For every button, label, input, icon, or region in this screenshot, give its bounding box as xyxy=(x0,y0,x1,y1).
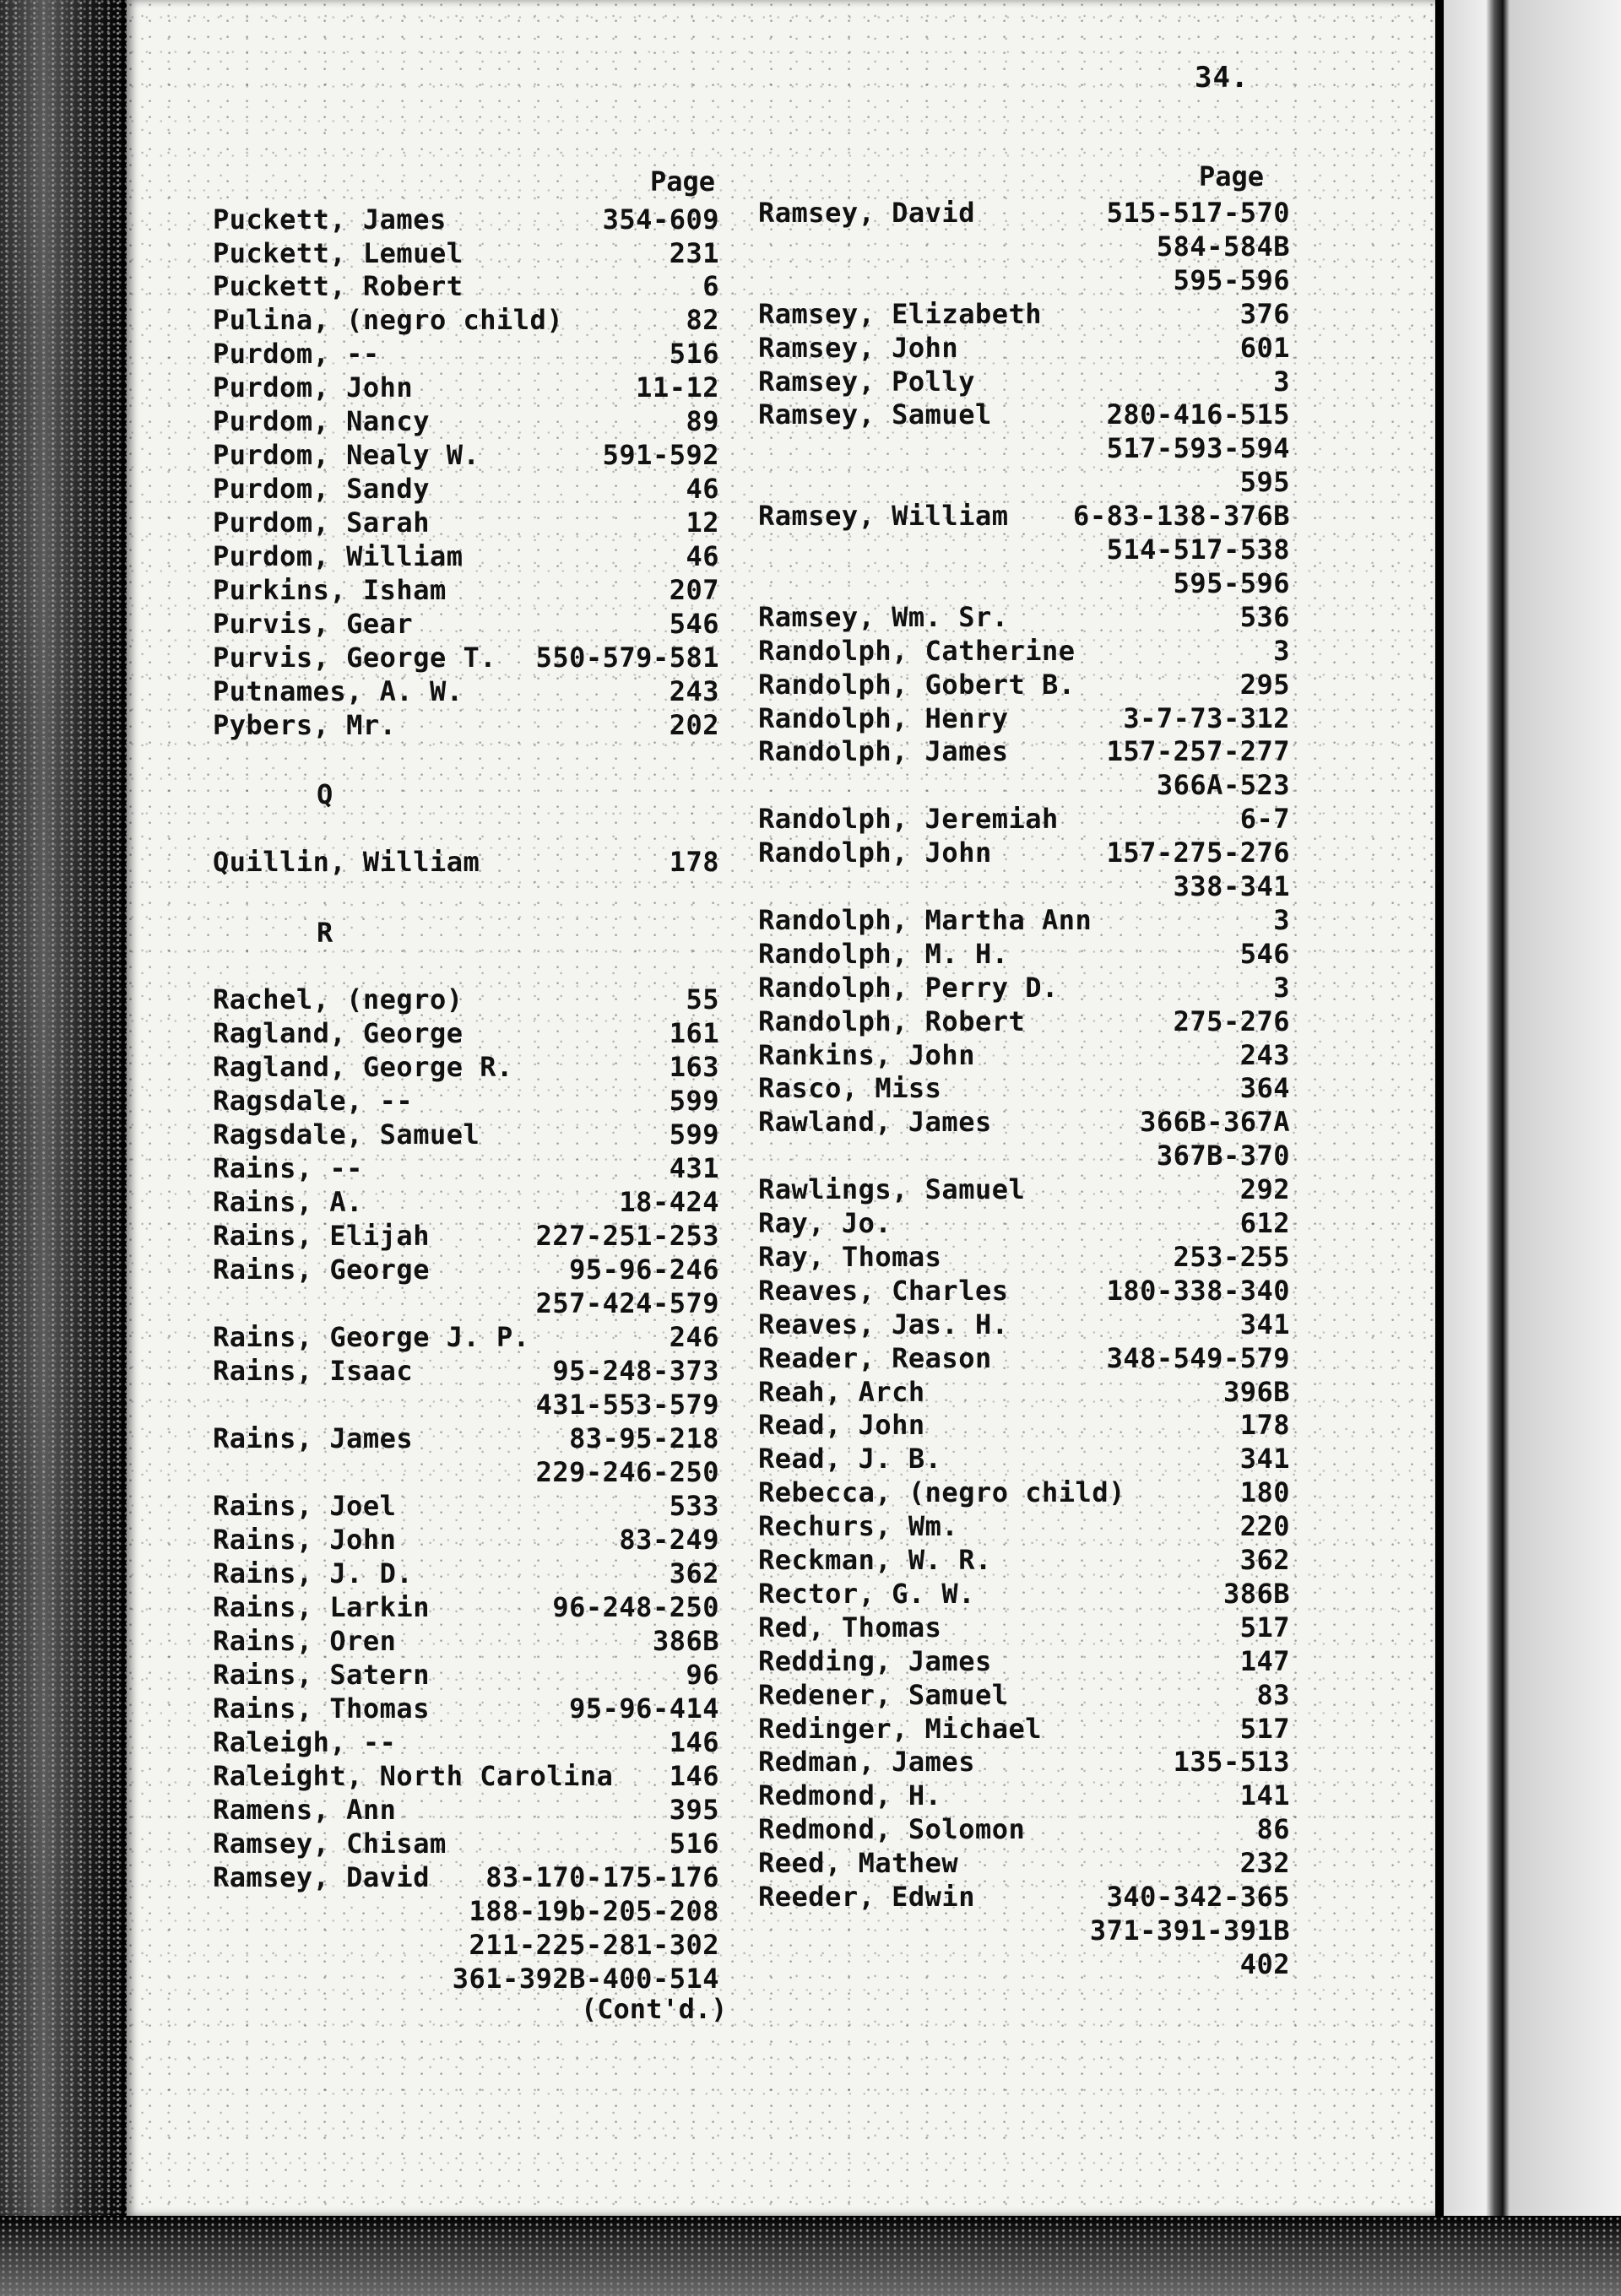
entry-pages: 178 xyxy=(1239,1409,1290,1442)
entry-name: Randolph, Martha Ann xyxy=(758,903,1092,936)
index-entry xyxy=(758,566,1290,600)
entry-name: Ramsey, Chisam xyxy=(213,1828,447,1860)
entry-pages: 229-246-250 xyxy=(535,1456,719,1488)
entry-name: Rains, Joel xyxy=(213,1490,397,1522)
entry-pages: 178 xyxy=(669,846,719,878)
index-entry xyxy=(758,297,1290,331)
entry-name: Reaves, Jas. H. xyxy=(758,1308,1009,1340)
entry-name: Reeder, Edwin xyxy=(758,1881,975,1913)
entry-name: Randolph, Perry D. xyxy=(758,971,1059,1004)
entry-name: Ramsey, David xyxy=(758,197,975,229)
entry-name: Purdom, Nancy xyxy=(213,405,430,437)
index-entry xyxy=(213,404,719,438)
index-entry xyxy=(758,1139,1290,1172)
entry-name: Puckett, Lemuel xyxy=(213,237,464,269)
index-entry xyxy=(758,836,1290,869)
index-entry xyxy=(758,1004,1290,1038)
index-entry xyxy=(758,1274,1290,1308)
entry-name: Ramsey, David xyxy=(213,1861,430,1893)
index-entry xyxy=(758,1779,1290,1812)
entry-name: Purvis, Gear xyxy=(213,608,414,640)
index-entry xyxy=(213,1928,719,1962)
index-entry xyxy=(758,701,1290,735)
index-entry xyxy=(213,1725,719,1759)
index-entry xyxy=(213,1320,719,1354)
entry-name: Ramens, Ann xyxy=(213,1794,397,1826)
entry-pages: 546 xyxy=(1239,937,1290,970)
entry-name: Redener, Samuel xyxy=(758,1678,1009,1711)
entry-name: Reckman, W. R. xyxy=(758,1544,992,1576)
entry-pages: 207 xyxy=(669,574,719,606)
entry-pages: 12 xyxy=(686,506,719,539)
entry-name: Pulina, (negro child) xyxy=(213,304,564,336)
index-entry xyxy=(758,802,1290,836)
index-entry xyxy=(213,1557,719,1590)
entry-name: Redman, James xyxy=(758,1746,975,1779)
entry-pages: 11-12 xyxy=(636,371,719,403)
index-entry xyxy=(758,1476,1290,1509)
index-entry xyxy=(213,1421,719,1455)
entry-name: Ragsdale, -- xyxy=(213,1085,414,1117)
entry-name: Rains, J. D. xyxy=(213,1557,414,1589)
entry-pages: 514-517-538 xyxy=(1106,533,1290,566)
entry-pages: 243 xyxy=(1239,1038,1290,1071)
entry-name: Putnames, A. W. xyxy=(213,675,464,707)
index-entry xyxy=(758,1105,1290,1139)
index-entry xyxy=(213,1962,719,1995)
section-letter-r: R xyxy=(317,917,333,949)
entry-pages: 146 xyxy=(669,1760,719,1792)
entry-pages: 161 xyxy=(669,1017,719,1049)
entry-pages: 550-579-581 xyxy=(535,642,719,674)
entry-pages: 6-7 xyxy=(1239,803,1290,836)
entry-pages: 46 xyxy=(686,473,719,505)
entry-pages: 188-19b-205-208 xyxy=(469,1895,719,1927)
entry-pages: 253-255 xyxy=(1173,1240,1290,1273)
entry-pages: 536 xyxy=(1239,600,1290,633)
entry-pages: 95-248-373 xyxy=(552,1355,719,1387)
entry-name: Raleigh, -- xyxy=(213,1726,397,1758)
entry-pages: 46 xyxy=(686,540,719,572)
index-entry xyxy=(758,1611,1290,1644)
entry-name: Read, J. B. xyxy=(758,1443,942,1476)
entry-pages: 386B xyxy=(1223,1577,1290,1610)
entry-pages: 157-275-276 xyxy=(1106,837,1290,869)
entry-pages: 89 xyxy=(686,405,719,437)
entry-name: Rains, George J. P. xyxy=(213,1321,530,1353)
entry-name: Randolph, James xyxy=(758,735,1009,768)
entry-pages: 6-83-138-376B xyxy=(1073,500,1290,533)
entry-pages: 280-416-515 xyxy=(1106,398,1290,431)
right-page-header: Page xyxy=(1199,160,1265,192)
index-entry xyxy=(213,1286,719,1320)
entry-pages: 231 xyxy=(669,237,719,269)
index-entry xyxy=(758,734,1290,768)
entry-name: Reed, Mathew xyxy=(758,1847,959,1880)
entry-pages: 371-391-391B xyxy=(1089,1914,1290,1947)
entry-pages: 146 xyxy=(669,1726,719,1758)
index-entry xyxy=(213,1523,719,1557)
index-entry xyxy=(213,1354,719,1388)
entry-name: Rains, Larkin xyxy=(213,1591,430,1623)
entry-pages: 96 xyxy=(686,1659,719,1691)
index-entry xyxy=(758,1442,1290,1476)
index-entry xyxy=(213,1253,719,1286)
entry-pages: 3 xyxy=(1273,971,1290,1004)
entry-name: Red, Thomas xyxy=(758,1611,942,1643)
entry-pages: 135-513 xyxy=(1173,1746,1290,1779)
index-entry xyxy=(758,1812,1290,1846)
entry-pages: 376 xyxy=(1239,297,1290,330)
entry-pages: 243 xyxy=(669,675,719,707)
index-entry xyxy=(758,937,1290,971)
entry-pages: 341 xyxy=(1239,1308,1290,1340)
entry-name: Ramsey, Polly xyxy=(758,365,975,398)
index-entry xyxy=(213,1860,719,1894)
entry-name: Ramsey, Wm. Sr. xyxy=(758,600,1009,633)
entry-pages: 517 xyxy=(1239,1611,1290,1643)
index-entry xyxy=(213,1016,719,1050)
entry-name: Rains, Elijah xyxy=(213,1220,430,1252)
entry-name: Rachel, (negro) xyxy=(213,983,464,1015)
scan-bottom-edge xyxy=(0,2216,1621,2296)
entry-pages: 257-424-579 xyxy=(535,1287,719,1319)
entry-pages: 546 xyxy=(669,608,719,640)
entry-pages: 157-257-277 xyxy=(1106,735,1290,768)
entry-name: Rector, G. W. xyxy=(758,1577,975,1610)
entry-pages: 3 xyxy=(1273,634,1290,667)
entry-name: Ragsdale, Samuel xyxy=(213,1118,480,1151)
entry-pages: 516 xyxy=(669,338,719,370)
entry-name: Puckett, James xyxy=(213,203,447,236)
entry-pages: 366A-523 xyxy=(1156,769,1290,802)
entry-name: Rawland, James xyxy=(758,1106,992,1139)
entry-pages: 517 xyxy=(1239,1712,1290,1745)
entry-pages: 515-517-570 xyxy=(1106,197,1290,229)
entry-name: Reaves, Charles xyxy=(758,1274,1009,1307)
index-entry xyxy=(758,1543,1290,1577)
index-entry xyxy=(213,472,719,506)
entry-name: Redmond, H. xyxy=(758,1779,942,1812)
entry-name: Purdom, William xyxy=(213,540,464,572)
entry-pages: 595 xyxy=(1239,466,1290,499)
index-entry xyxy=(758,1308,1290,1341)
entry-pages: 366B-367A xyxy=(1140,1106,1290,1139)
index-entry xyxy=(213,1050,719,1084)
index-entry xyxy=(758,1678,1290,1712)
entry-pages: 232 xyxy=(1239,1847,1290,1880)
section-letter-q: Q xyxy=(317,778,333,810)
entry-pages: 361-392B-400-514 xyxy=(452,1963,719,1995)
index-entry xyxy=(758,668,1290,701)
entry-pages: 341 xyxy=(1239,1443,1290,1476)
index-entry xyxy=(213,1624,719,1658)
entry-name: Redmond, Solomon xyxy=(758,1813,1026,1846)
index-entry xyxy=(758,768,1290,802)
index-entry xyxy=(758,465,1290,499)
index-entry xyxy=(213,1084,719,1118)
entry-pages: 96-248-250 xyxy=(552,1591,719,1623)
index-entry xyxy=(758,1038,1290,1072)
entry-pages: 591-592 xyxy=(602,439,719,471)
entry-name: Rains, John xyxy=(213,1524,397,1556)
entry-pages: 6 xyxy=(702,270,719,302)
entry-name: Pybers, Mr. xyxy=(213,709,397,741)
entry-pages: 180-338-340 xyxy=(1106,1274,1290,1307)
entry-name: Purdom, Sarah xyxy=(213,506,430,539)
entry-name: Ray, Thomas xyxy=(758,1240,942,1273)
index-entry xyxy=(213,1590,719,1624)
index-entry xyxy=(213,269,719,303)
entry-name: Puckett, Robert xyxy=(213,270,464,302)
index-entry xyxy=(758,230,1290,263)
entry-name: Rechurs, Wm. xyxy=(758,1510,959,1543)
entry-pages: 362 xyxy=(669,1557,719,1589)
index-entry xyxy=(758,1172,1290,1206)
entry-pages: 3 xyxy=(1273,365,1290,398)
entry-pages: 220 xyxy=(1239,1510,1290,1543)
entry-name: Read, John xyxy=(758,1409,925,1442)
entry-pages: 163 xyxy=(669,1051,719,1083)
index-entry xyxy=(213,1692,719,1725)
entry-name: Quillin, William xyxy=(213,846,480,878)
entry-pages: 55 xyxy=(686,983,719,1015)
entry-name: Rains, Satern xyxy=(213,1659,430,1691)
page-number: 34. xyxy=(1195,61,1250,95)
entry-name: Rains, -- xyxy=(213,1152,363,1184)
entry-name: Purdom, Sandy xyxy=(213,473,430,505)
entry-pages: 86 xyxy=(1256,1813,1290,1846)
entry-name: Randolph, Catherine xyxy=(758,634,1076,667)
entry-pages: 516 xyxy=(669,1828,719,1860)
index-entry xyxy=(213,1489,719,1523)
index-entry xyxy=(213,1185,719,1219)
index-entry xyxy=(758,869,1290,903)
index-entry xyxy=(213,539,719,573)
entry-name: Randolph, Robert xyxy=(758,1004,1026,1037)
index-entry xyxy=(213,1151,719,1185)
index-entry xyxy=(758,1880,1290,1914)
index-entry xyxy=(213,1219,719,1253)
entry-name: Rebecca, (negro child) xyxy=(758,1476,1125,1509)
index-entry xyxy=(213,303,719,337)
entry-name: Reah, Arch xyxy=(758,1375,925,1408)
index-entry xyxy=(213,1388,719,1421)
index-entry xyxy=(758,600,1290,634)
entry-pages: 3-7-73-312 xyxy=(1123,701,1290,734)
index-entry xyxy=(213,607,719,641)
entry-pages: 367B-370 xyxy=(1156,1140,1290,1172)
index-entry xyxy=(758,1206,1290,1240)
entry-name: Randolph, Henry xyxy=(758,701,1009,734)
entry-name: Redding, James xyxy=(758,1644,992,1677)
index-entry xyxy=(758,903,1290,937)
index-entry xyxy=(213,203,719,236)
index-entry xyxy=(213,1118,719,1151)
entry-pages: 396B xyxy=(1223,1375,1290,1408)
index-entry xyxy=(213,1793,719,1827)
entry-pages: 599 xyxy=(669,1118,719,1151)
index-entry xyxy=(213,1455,719,1489)
entry-name: Randolph, Gobert B. xyxy=(758,668,1076,701)
scan-right-edge xyxy=(1435,0,1621,2296)
entry-name: Purdom, Nealy W. xyxy=(213,439,480,471)
index-entry xyxy=(758,1712,1290,1746)
entry-pages: 18-424 xyxy=(619,1186,719,1218)
entry-pages: 386B xyxy=(652,1625,719,1657)
index-entry xyxy=(213,506,719,539)
entry-pages: 533 xyxy=(669,1490,719,1522)
entry-name: Rawlings, Samuel xyxy=(758,1173,1026,1206)
index-entry xyxy=(758,1846,1290,1880)
entry-name: Ray, Jo. xyxy=(758,1207,892,1239)
entry-pages: 338-341 xyxy=(1173,870,1290,902)
index-entry xyxy=(758,1745,1290,1779)
index-entry xyxy=(758,1577,1290,1611)
entry-name: Ramsey, Elizabeth xyxy=(758,297,1043,330)
index-entry xyxy=(758,1914,1290,1947)
index-entry xyxy=(213,983,719,1016)
index-entry xyxy=(758,1408,1290,1442)
entry-pages: 227-251-253 xyxy=(535,1220,719,1252)
index-entry xyxy=(758,1240,1290,1274)
index-entry xyxy=(758,398,1290,431)
index-entry xyxy=(758,634,1290,668)
entry-name: Purvis, George T. xyxy=(213,642,497,674)
entry-pages: 431-553-579 xyxy=(535,1389,719,1421)
entry-pages: 354-609 xyxy=(602,203,719,236)
entry-pages: 292 xyxy=(1239,1173,1290,1206)
entry-name: Purdom, -- xyxy=(213,338,380,370)
entry-pages: 83 xyxy=(1256,1678,1290,1711)
index-entry xyxy=(758,263,1290,297)
entry-pages: 395 xyxy=(669,1794,719,1826)
entry-name: Raleight, North Carolina xyxy=(213,1760,614,1792)
entry-pages: 601 xyxy=(1239,331,1290,364)
entry-pages: 348-549-579 xyxy=(1106,1341,1290,1374)
entry-pages: 3 xyxy=(1273,903,1290,936)
index-entry xyxy=(758,1071,1290,1105)
entry-pages: 180 xyxy=(1239,1476,1290,1509)
index-entry xyxy=(758,1947,1290,1981)
entry-pages: 95-96-246 xyxy=(569,1254,719,1286)
index-entry xyxy=(213,573,719,607)
left-page-header: Page xyxy=(650,165,716,198)
entry-name: Rains, George xyxy=(213,1254,430,1286)
index-entry xyxy=(213,236,719,270)
index-entry xyxy=(758,331,1290,365)
entry-name: Ragland, George xyxy=(213,1017,464,1049)
continued-note: (Cont'd.) xyxy=(581,1993,728,2025)
entry-pages: 364 xyxy=(1239,1072,1290,1105)
entry-name: Randolph, M. H. xyxy=(758,937,1009,970)
index-entry xyxy=(758,365,1290,398)
index-entry xyxy=(758,1644,1290,1678)
entry-name: Rains, A. xyxy=(213,1186,363,1218)
entry-name: Purkins, Isham xyxy=(213,574,447,606)
entry-pages: 340-342-365 xyxy=(1106,1881,1290,1913)
entry-pages: 95-96-414 xyxy=(569,1692,719,1725)
entry-name: Reader, Reason xyxy=(758,1341,992,1374)
index-entry xyxy=(758,971,1290,1004)
entry-pages: 202 xyxy=(669,709,719,741)
index-entry xyxy=(758,499,1290,533)
entry-name: Ramsey, Samuel xyxy=(758,398,992,431)
index-entry xyxy=(213,1827,719,1860)
entry-name: Rains, James xyxy=(213,1422,414,1454)
index-entry xyxy=(213,845,719,879)
index-entry xyxy=(213,1658,719,1692)
entry-name: Rains, Isaac xyxy=(213,1355,414,1387)
index-entry xyxy=(758,196,1290,230)
index-entry xyxy=(213,674,719,708)
entry-pages: 295 xyxy=(1239,668,1290,701)
entry-pages: 584-584B xyxy=(1156,230,1290,263)
entry-pages: 83-95-218 xyxy=(569,1422,719,1454)
entry-name: Ramsey, William xyxy=(758,500,1009,533)
entry-name: Redinger, Michael xyxy=(758,1712,1043,1745)
entry-pages: 83-170-175-176 xyxy=(485,1861,719,1893)
entry-name: Purdom, John xyxy=(213,371,414,403)
entry-pages: 402 xyxy=(1239,1947,1290,1980)
entry-pages: 82 xyxy=(686,304,719,336)
entry-name: Ramsey, John xyxy=(758,331,959,364)
index-entry xyxy=(213,337,719,371)
entry-pages: 595-596 xyxy=(1173,263,1290,296)
index-entry xyxy=(213,708,719,742)
index-entry xyxy=(213,371,719,404)
entry-pages: 431 xyxy=(669,1152,719,1184)
entry-pages: 83-249 xyxy=(619,1524,719,1556)
index-entry xyxy=(213,1759,719,1793)
index-entry xyxy=(758,1341,1290,1375)
entry-name: Randolph, Jeremiah xyxy=(758,803,1059,836)
index-entry xyxy=(758,431,1290,465)
index-entry xyxy=(213,641,719,674)
scan-left-edge xyxy=(0,0,127,2296)
entry-name: Ragland, George R. xyxy=(213,1051,513,1083)
entry-pages: 612 xyxy=(1239,1207,1290,1239)
entry-pages: 517-593-594 xyxy=(1106,432,1290,465)
entry-pages: 362 xyxy=(1239,1544,1290,1576)
index-entry xyxy=(758,1375,1290,1409)
entry-pages: 211-225-281-302 xyxy=(469,1929,719,1961)
index-entry xyxy=(758,533,1290,566)
entry-name: Rasco, Miss xyxy=(758,1072,942,1105)
entry-name: Rankins, John xyxy=(758,1038,975,1071)
entry-pages: 599 xyxy=(669,1085,719,1117)
entry-pages: 595-596 xyxy=(1173,566,1290,599)
entry-pages: 275-276 xyxy=(1173,1004,1290,1037)
entry-pages: 141 xyxy=(1239,1779,1290,1812)
entry-name: Rains, Thomas xyxy=(213,1692,430,1725)
index-entry xyxy=(758,1509,1290,1543)
index-entry xyxy=(213,1894,719,1928)
entry-pages: 246 xyxy=(669,1321,719,1353)
entry-name: Rains, Oren xyxy=(213,1625,397,1657)
entry-name: Randolph, John xyxy=(758,837,992,869)
index-entry xyxy=(213,438,719,472)
entry-pages: 147 xyxy=(1239,1644,1290,1677)
